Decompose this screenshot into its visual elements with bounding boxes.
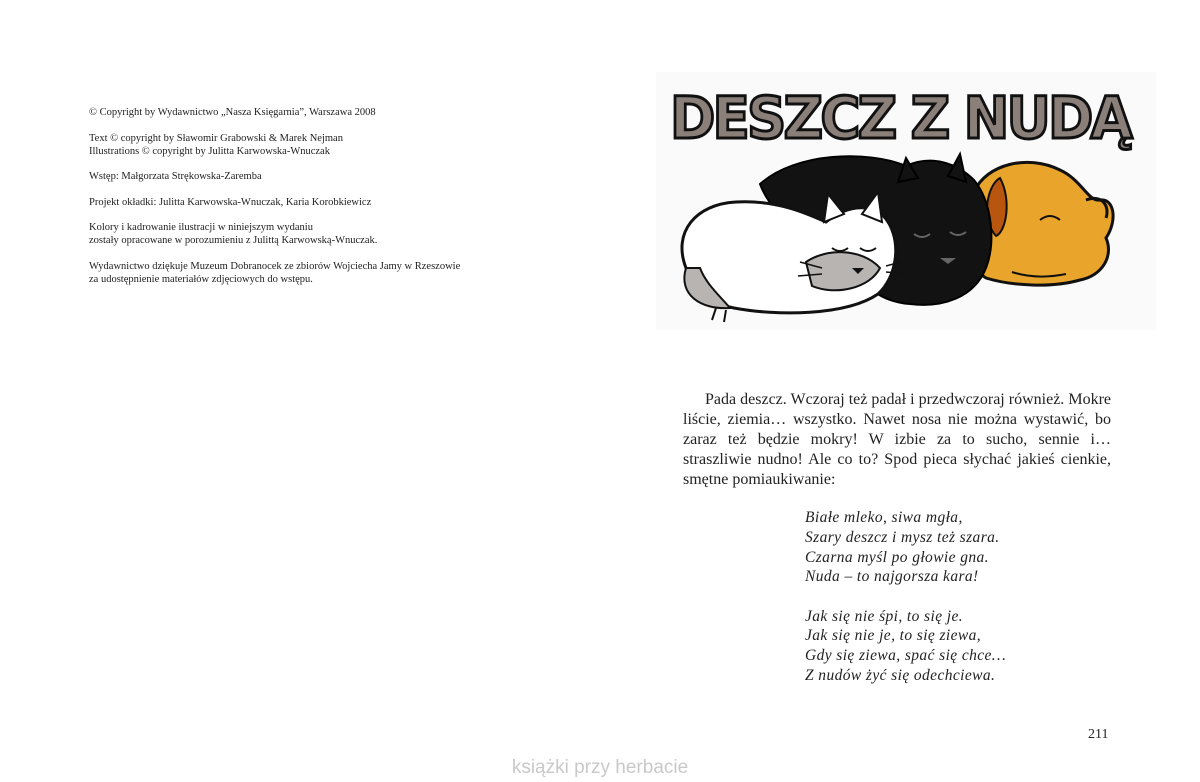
illustrations-copyright-line: Illustrations © copyright by Julitta Karwowska-Wnuczak [89, 145, 330, 157]
watermark: książki przy herbacie [511, 757, 689, 778]
cover-design-credit: Projekt okładki: Julitta Karwowska-Wnuczak, Karia Korobkiewicz [89, 196, 372, 208]
copyright-line: © Copyright by Wydawnictwo „Nasza Księgarnia”, Warszawa 2008 [89, 107, 376, 118]
poem-line: Jak się nie je, to się ziewa, [805, 627, 982, 645]
page-number: 211 [1088, 727, 1109, 742]
colors-credit [89, 221, 549, 247]
title-lettering [670, 84, 1133, 152]
poem-line: Nuda – to najgorsza kara! [805, 568, 979, 586]
white-cat-figure [682, 192, 910, 322]
title-lettering-text: DESZCZ Z NUDĄ [670, 84, 1133, 152]
poem-line: Czarna myśl po głowie gna. [805, 548, 989, 566]
text-copyright-line: Text © copyright by Sławomir Grabowski & Marek Nejman [89, 132, 343, 144]
introduction-credit: Wstęp: Małgorzata Strękowska-Zaremba [89, 171, 262, 182]
acknowledgement [89, 260, 549, 286]
poem-line: Białe mleko, siwa mgła, [805, 509, 963, 526]
sleeping-pets-drawing [656, 72, 1156, 330]
colors-credit-line-1: Kolory i kadrowanie ilustracji w niniejszym wydaniu [89, 222, 313, 233]
acknowledgement-line-2: za udostępnienie materiałów zdjęciowych do wstępu. [89, 273, 313, 285]
poem-line: Gdy się ziewa, spać się chce… [805, 647, 1006, 665]
acknowledgement-line-1: Wydawnictwo dziękuje Muzeum Dobranocek ze zbiorów Wojciecha Jamy w Rzeszowie [89, 260, 461, 272]
poem-line: Jak się nie śpi, to się je. [805, 607, 964, 625]
poem-stanza-2 [805, 607, 1105, 686]
poem-line: Szary deszcz i mysz też szara. [805, 528, 1000, 546]
colors-credit-line-2: zostały opracowane w porozumieniu z Julittą Karwowską-Wnuczak. [89, 235, 378, 246]
story-text [683, 390, 1111, 490]
chapter-illustration [656, 72, 1156, 330]
imprint-block [89, 106, 549, 298]
poem [805, 508, 1105, 705]
story-paragraph: Pada deszcz. Wczoraj też padał i przedwczoraj również. Mokre liście, ziemia… wszystko. Nawet nosa nie można wystawić, bo zaraz też będzie mokry! W izbie za to sucho, sennie i… straszliwie nudno! Ale co to? Spod pieca słychać jakieś cienkie, smętne pomiaukiwanie: [683, 391, 1111, 488]
authors-credits [89, 132, 549, 158]
poem-stanza-1 [805, 508, 1105, 587]
poem-line: Z nudów żyć się odechciewa. [805, 667, 996, 685]
